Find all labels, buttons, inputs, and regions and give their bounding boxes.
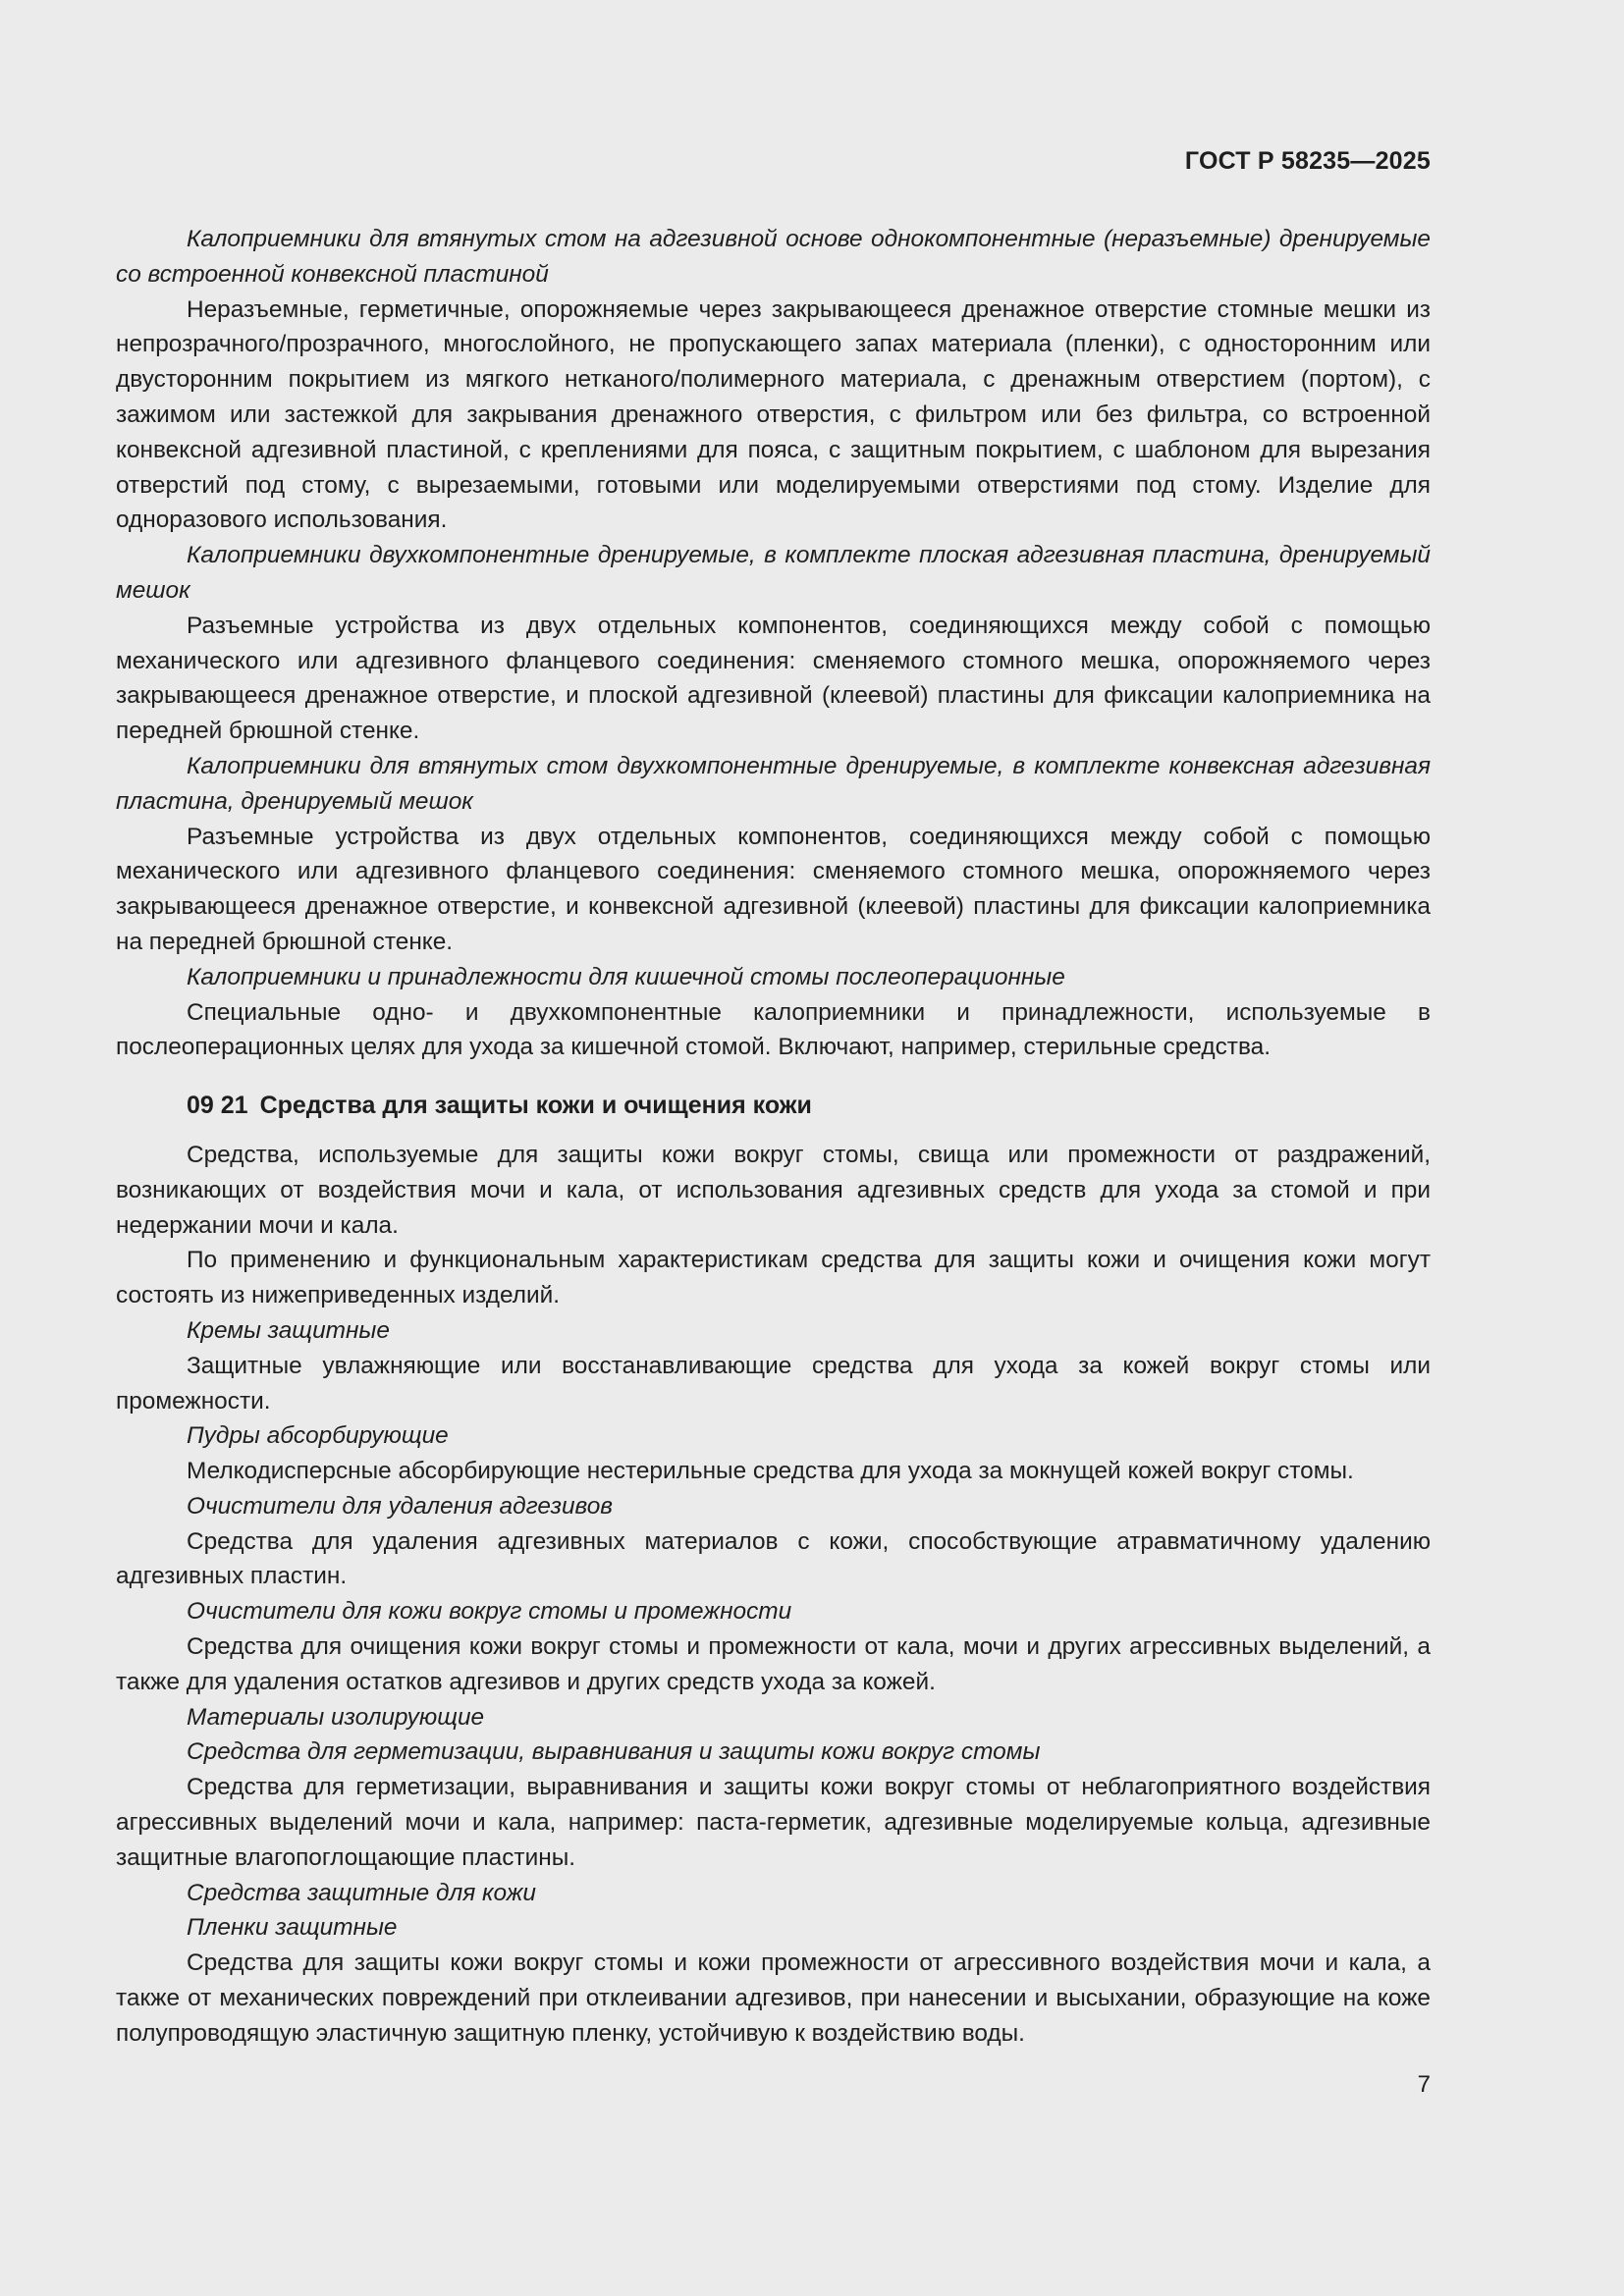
- item-title: Пудры абсорбирующие: [187, 1422, 449, 1450]
- page-number: 7: [1417, 2071, 1431, 2098]
- body-paragraph: Средства для очищения кожи вокруг стомы и промежности от кала, мочи и других агрессивных выделений, а также для удаления остатков адгезивов и других средств ухода за кожей.: [116, 1633, 1431, 1695]
- item-title: Калоприемники и принадлежности для кишечной стомы послеоперационные: [187, 963, 1065, 990]
- body-paragraph: Разъемные устройства из двух отдельных компонентов, соединяющихся между собой с помощью механического или адгезивного фланцевого соединения: сменяемого стомного мешка, опорожняемого через закрывающееся дренажное отверстие, и конвексной адгезивной (клеевой) пластины для фиксации калоприемника на передней брюшной стенке.: [116, 823, 1431, 955]
- item-title: Калоприемники двухкомпонентные дренируемые, в комплекте плоская адгезивная пластина, дренируемый мешок: [116, 542, 1431, 604]
- item-title: Материалы изолирующие: [187, 1703, 485, 1731]
- body-paragraph: Средства для удаления адгезивных материалов с кожи, способствующие атравматичному удалению адгезивных пластин.: [116, 1527, 1431, 1590]
- item-title: Кремы защитные: [187, 1316, 390, 1344]
- item-title: Пленки защитные: [187, 1914, 398, 1942]
- item-title: Калоприемники для втянутых стом двухкомпонентные дренируемые, в комплекте конвексная адгезивная пластина, дренируемый мешок: [116, 752, 1431, 815]
- section-title: Средства для защиты кожи и очищения кожи: [259, 1092, 812, 1120]
- item-title: Средства для герметизации, выравнивания и защиты кожи вокруг стомы: [187, 1738, 1041, 1766]
- item-title: Калоприемники для втянутых стом на адгезивной основе однокомпонентные (неразъемные) дренируемые со встроенной конвексной пластиной: [116, 226, 1431, 288]
- item-title: Средства защитные для кожи: [187, 1879, 536, 1906]
- body-paragraph: Защитные увлажняющие или восстанавливающие средства для ухода за кожей вокруг стомы или промежности.: [116, 1352, 1431, 1415]
- section-number: 09 21: [187, 1092, 248, 1120]
- body-paragraph: По применению и функциональным характеристикам средства для защиты кожи и очищения кожи могут состоять из нижеприведенных изделий.: [116, 1247, 1431, 1309]
- body-paragraph: Неразъемные, герметичные, опорожняемые через закрывающееся дренажное отверстие стомные мешки из непрозрачного/прозрачного, многослойного, не пропускающего запах материала (пленки), с односторонним или двусторонним покрытием из мягкого нетканого/полимерного материала, с дренажным отверстием (портом), с зажимом или застежкой для закрывания дренажного отверстия, с фильтром или без фильтра, со встроенной конвексной адгезивной пластиной, с креплениями для пояса, с защитным покрытием, с шаблоном для вырезания отверстий под стому, с вырезаемыми, готовыми или моделируемыми отверстиями под стому. Изделие для одноразового использования.: [116, 295, 1431, 534]
- body-paragraph: Средства для защиты кожи вокруг стомы и кожи промежности от агрессивного воздействия мочи и кала, а также от механических повреждений при отклеивании адгезивов, при нанесении и высыхании, образующие на коже полупроводящую эластичную защитную пленку, устойчивую к воздействию воды.: [116, 1949, 1431, 2047]
- body-paragraph: Мелкодисперсные абсорбирующие нестерильные средства для ухода за мокнущей кожей вокруг стомы.: [187, 1458, 1354, 1485]
- body-paragraph: Средства, используемые для защиты кожи вокруг стомы, свища или промежности от раздражений, возникающих от воздействия мочи и кала, от использования адгезивных средств для ухода за стомой и при недержании мочи и кала.: [116, 1141, 1431, 1239]
- body-paragraph: Средства для герметизации, выравнивания и защиты кожи вокруг стомы от неблагоприятного воздействия агрессивных выделений мочи и кала, например: паста-герметик, адгезивные моделируемые кольца, адгезивные защитные влагопоглощающие пластины.: [116, 1774, 1431, 1871]
- item-title: Очистители для кожи вокруг стомы и промежности: [187, 1598, 792, 1626]
- document-page: [116, 0, 1431, 2296]
- body-paragraph: Разъемные устройства из двух отдельных компонентов, соединяющихся между собой с помощью механического или адгезивного фланцевого соединения: сменяемого стомного мешка, опорожняемого через закрывающееся дренажное отверстие, и плоской адгезивной (клеевой) пластины для фиксации калоприемника на передней брюшной стенке.: [116, 612, 1431, 745]
- item-title: Очистители для удаления адгезивов: [187, 1492, 614, 1520]
- section-heading: [116, 1089, 1431, 1124]
- document-body: [116, 222, 1431, 2052]
- body-paragraph: Специальные одно- и двухкомпонентные калоприемники и принадлежности, используемые в послеоперационных целях для ухода за кишечной стомой. Включают, например, стерильные средства.: [116, 998, 1431, 1061]
- document-header: ГОСТ Р 58235—2025: [1184, 147, 1431, 175]
